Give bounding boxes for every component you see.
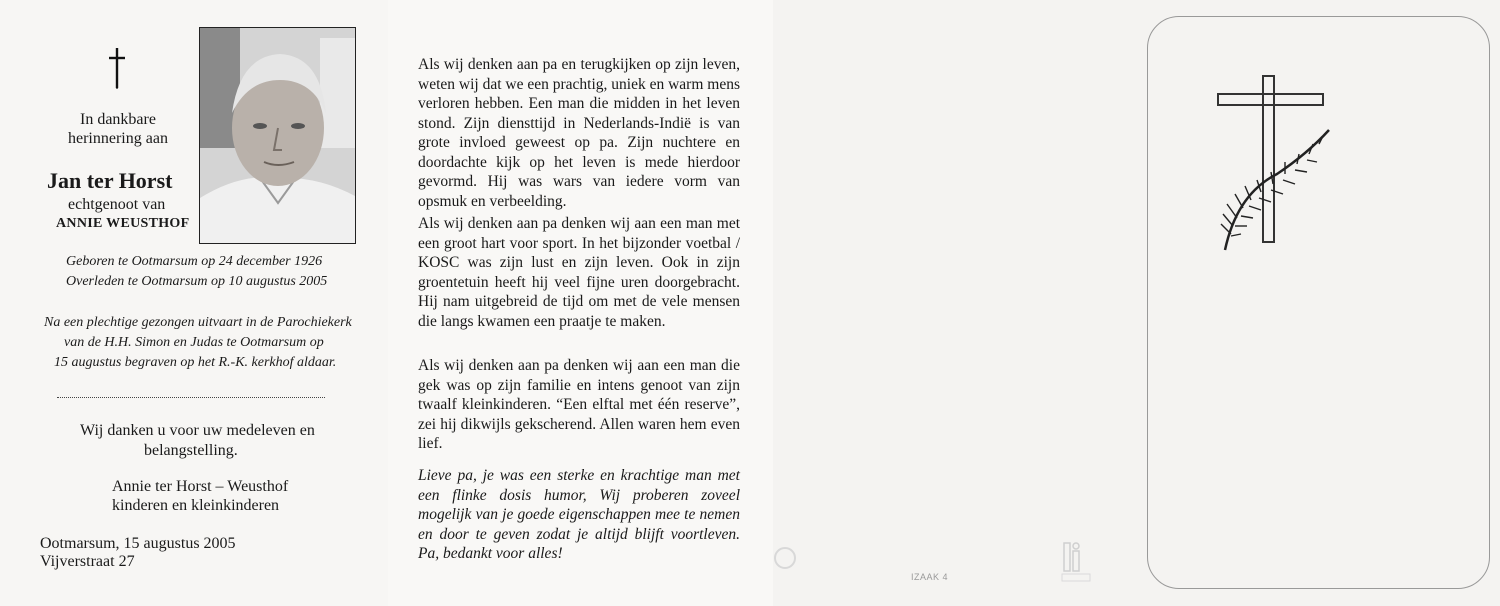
deceased-name: Jan ter Horst <box>47 168 173 193</box>
watermark-logo-icon <box>773 541 797 575</box>
paragraph-3: Als wij denken aan pa denken wij aan een man die gek was op zijn familie en intens genoot van zijn twaalf kleinkinderen. “Een elftal met één reserve”, zei hij dikwijls gekscherend. Allen waren hem even lief. <box>418 357 740 452</box>
cross-with-palm-icon <box>1217 74 1332 254</box>
back-panel <box>773 0 1500 606</box>
dedication-line-1: In dankbare <box>80 111 156 128</box>
death-line: Overleden te Ootmarsum op 10 augustus 2005 <box>66 274 328 289</box>
funeral-line-2: van de H.H. Simon en Judas te Ootmarsum op <box>64 335 324 350</box>
family-line-1: Annie ter Horst – Weusthof <box>112 478 289 495</box>
birth-line: Geboren te Ootmarsum op 24 december 1926 <box>66 254 323 269</box>
closing-paragraph: Lieve pa, je was een sterke en krachtige man met een flinke dosis humor, Wij proberen zoveel mogelijk van je goede eigenschappen mee te nemen en door te geven zodat je altijd blijft voortleven. Pa, bedankt voor alles! <box>418 467 740 562</box>
middle-panel <box>388 0 773 606</box>
thanks-line-2: belangstelling. <box>144 442 238 459</box>
place-date: Ootmarsum, 15 augustus 2005 <box>40 535 236 552</box>
funeral-line-3: 15 augustus begraven op het R.-K. kerkhof aldaar. <box>54 355 337 370</box>
small-cross-icon <box>106 46 128 90</box>
printer-logo-icon <box>1061 541 1091 583</box>
print-code: IZAAK 4 <box>911 572 949 582</box>
paragraph-2: Als wij denken aan pa denken wij aan een man met een groot hart voor sport. In het bijzonder voetbal / KOSC was zijn lust en zijn leven. Ook in zijn groentetuin heeft hij veel fijne uren doorgebracht. Hij nam uitgebreid de tijd om met de vele mensen die langs kwamen een praatje te maken. <box>418 215 740 330</box>
family-line-2: kinderen en kleinkinderen <box>112 497 280 514</box>
address: Vijverstraat 27 <box>40 553 135 570</box>
left-panel <box>0 0 388 606</box>
paragraph-1: Als wij denken aan pa en terugkijken op zijn leven, weten wij dat we een prachtig, uniek en warm mens verloren hebben. Een man die midden in het leven stond. Zijn diensttijd in Nederlands-Indië is van grote invloed geweest op pa. Zijn nuchtere en doordachte kijk op het leven is mede hierdoor gevormd. Hij was wars van iedere vorm van opsmuk en verbeelding. <box>418 56 740 210</box>
spouse-label: echtgenoot van <box>68 196 166 213</box>
thanks-line-1: Wij danken u voor uw medeleven en <box>80 422 315 439</box>
divider <box>57 397 325 398</box>
dedication-line-2: herinnering aan <box>68 130 168 147</box>
funeral-line-1: Na een plechtige gezongen uitvaart in de Parochiekerk <box>44 315 352 330</box>
spouse-name: ANNIE WEUSTHOF <box>56 216 190 231</box>
portrait-photo <box>199 27 356 244</box>
